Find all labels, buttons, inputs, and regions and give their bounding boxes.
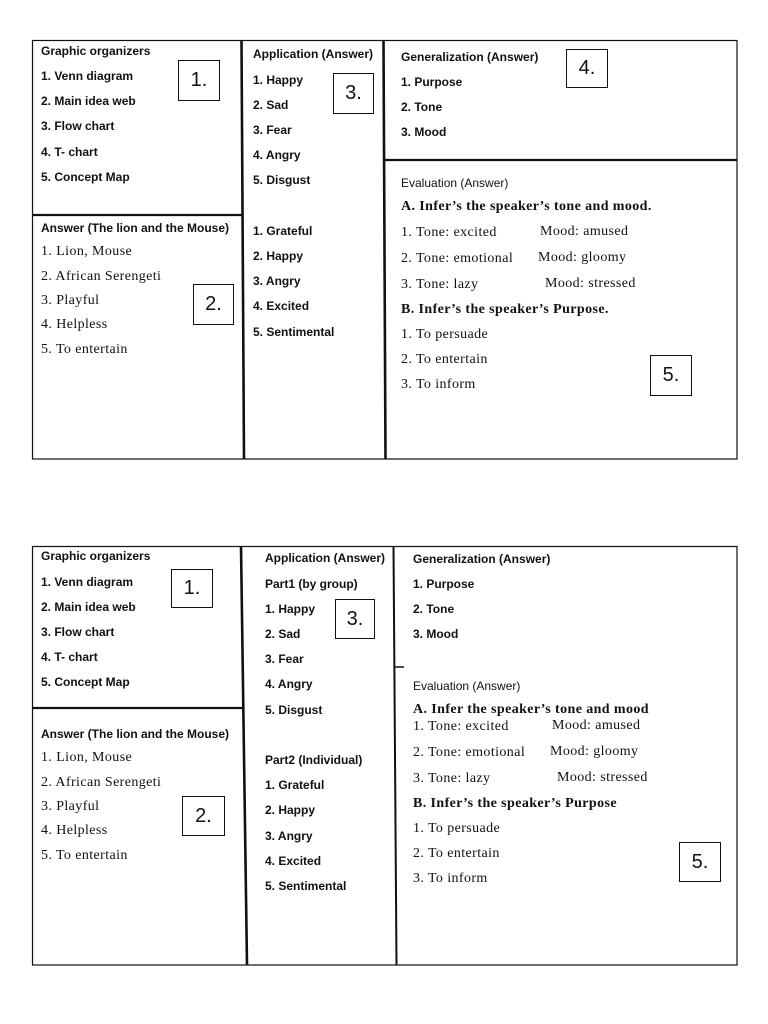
story-answer-item: 3. Playful bbox=[41, 293, 100, 309]
story-answer-item: 4. Helpless bbox=[41, 317, 108, 333]
graphic-organizers-item: 1. Venn diagram bbox=[41, 68, 134, 83]
application-item: 5. Disgust bbox=[253, 173, 311, 188]
mood-answer: Mood: amused bbox=[540, 224, 629, 240]
tone-mood-row bbox=[401, 246, 652, 272]
tone-mood-row bbox=[413, 765, 648, 791]
graphic-organizers-item: 3. Flow chart bbox=[41, 119, 115, 134]
evaluation-cell bbox=[413, 713, 648, 891]
generalization-item: 3. Mood bbox=[401, 124, 447, 139]
tone-mood-row bbox=[413, 713, 641, 739]
evaluation-title-block bbox=[413, 674, 520, 699]
story-answer-title: Answer (The lion and the Mouse) bbox=[41, 220, 230, 235]
generalization-item: 1. Purpose bbox=[413, 576, 475, 591]
purpose-answer: 1. To persuade bbox=[413, 820, 501, 836]
application-item: 3. Fear bbox=[253, 123, 292, 137]
generalization-item: 1. Purpose bbox=[401, 74, 463, 89]
mood-answer: Mood: stressed bbox=[557, 769, 648, 785]
evaluation-title: Evaluation (Answer) bbox=[413, 678, 521, 693]
graphic-organizers-item: 3. Flow chart bbox=[41, 625, 115, 639]
evaluation-title: Evaluation (Answer) bbox=[401, 175, 509, 190]
generalization-item: 2. Tone bbox=[401, 99, 443, 114]
application-item: 1. Happy bbox=[265, 601, 316, 616]
evaluation-part-a-heading: A. Infer the speaker’s tone and mood bbox=[413, 701, 649, 717]
generalization-item: 3. Mood bbox=[413, 626, 459, 641]
mood-answer: Mood: stressed bbox=[545, 276, 636, 292]
application-item: 3. Fear bbox=[265, 652, 304, 667]
tone-answer: 3. Tone: lazy bbox=[401, 277, 479, 293]
tone-mood-row bbox=[413, 739, 639, 765]
story-answer-item: 3. Playful bbox=[41, 799, 100, 815]
tone-answer: 1. Tone: excited bbox=[413, 718, 509, 734]
graphic-organizers-title: Graphic organizers bbox=[41, 549, 151, 564]
application-item: 1. Happy bbox=[253, 72, 304, 87]
purpose-answer: 3. To inform bbox=[401, 376, 476, 392]
column-divider bbox=[384, 40, 386, 459]
generalization-title: Generalization (Answer) bbox=[413, 551, 551, 566]
evaluation-cell bbox=[401, 171, 652, 398]
evaluation-part-b-heading: B. Infer’s the speaker’s Purpose bbox=[413, 795, 617, 811]
number-box: 1. bbox=[171, 569, 213, 608]
application-item: 2. Happy bbox=[253, 249, 304, 263]
number-box: 3. bbox=[335, 599, 375, 639]
graphic-organizers-item: 2. Main idea web bbox=[41, 94, 136, 109]
application-item: 5. Disgust bbox=[265, 702, 323, 717]
number-box: 2. bbox=[193, 284, 234, 325]
evaluation-part-b-heading: B. Infer’s the speaker’s Purpose. bbox=[401, 302, 609, 318]
application-part-2 bbox=[265, 748, 362, 899]
number-box: 5. bbox=[679, 842, 721, 882]
graphic-organizers-item: 2. Main idea web bbox=[41, 599, 136, 614]
application-part-label: Part1 (by group) bbox=[265, 576, 358, 591]
mood-answer: Mood: gloomy bbox=[538, 250, 627, 266]
generalization-cell bbox=[401, 45, 538, 145]
application-item: 3. Angry bbox=[265, 828, 313, 843]
graphic-organizers-item: 4. T- chart bbox=[41, 650, 98, 665]
purpose-answer: 2. To entertain bbox=[401, 351, 488, 367]
story-answer-item: 1. Lion, Mouse bbox=[41, 244, 133, 260]
graphic-organizers-item: 5. Concept Map bbox=[41, 169, 130, 184]
application-item: 5. Sentimental bbox=[265, 879, 347, 894]
story-answer-item: 5. To entertain bbox=[41, 847, 128, 863]
generalization-cell bbox=[413, 547, 550, 647]
story-answer-item: 5. To entertain bbox=[41, 341, 128, 357]
application-item: 5. Sentimental bbox=[253, 324, 335, 339]
story-answer-item: 2. African Serengeti bbox=[41, 268, 162, 284]
purpose-answer: 2. To entertain bbox=[413, 845, 500, 861]
number-box: 3. bbox=[333, 73, 374, 114]
application-item: 1. Grateful bbox=[253, 223, 313, 238]
application-part-label: Part2 (Individual) bbox=[265, 753, 363, 767]
story-answer-title: Answer (The lion and the Mouse) bbox=[41, 726, 230, 741]
application-item: 2. Sad bbox=[265, 627, 301, 641]
tone-answer: 3. Tone: lazy bbox=[413, 770, 491, 786]
graphic-organizers-cell bbox=[41, 39, 150, 191]
application-item: 4. Angry bbox=[253, 148, 301, 163]
application-item: 4. Excited bbox=[265, 853, 322, 868]
graphic-organizers-item: 5. Concept Map bbox=[41, 675, 130, 690]
application-title: Application (Answer) bbox=[253, 47, 374, 62]
mood-answer: Mood: amused bbox=[552, 717, 641, 733]
generalization-item: 2. Tone bbox=[413, 601, 455, 616]
application-item: 2. Sad bbox=[253, 97, 289, 112]
story-answer-item: 2. African Serengeti bbox=[41, 774, 162, 790]
story-answer-item: 1. Lion, Mouse bbox=[41, 750, 133, 766]
application-item: 1. Grateful bbox=[265, 778, 325, 793]
graphic-organizers-title: Graphic organizers bbox=[41, 43, 151, 58]
application-item: 4. Excited bbox=[253, 299, 310, 314]
number-box: 2. bbox=[182, 796, 225, 836]
tone-answer: 2. Tone: emotional bbox=[401, 251, 514, 267]
application-item: 3. Angry bbox=[253, 274, 301, 289]
application-title: Application (Answer) bbox=[265, 551, 386, 566]
application-item: 2. Happy bbox=[265, 803, 316, 818]
column-divider bbox=[394, 546, 397, 965]
mood-answer: Mood: gloomy bbox=[550, 743, 639, 759]
graphic-organizers-cell bbox=[41, 544, 150, 695]
tone-mood-row bbox=[401, 220, 652, 246]
purpose-answer: 3. To inform bbox=[413, 870, 488, 886]
generalization-title: Generalization (Answer) bbox=[401, 49, 539, 64]
story-answer-item: 4. Helpless bbox=[41, 823, 108, 839]
number-box: 1. bbox=[178, 60, 220, 101]
tone-mood-row bbox=[401, 272, 652, 298]
graphic-organizers-item: 4. T- chart bbox=[41, 144, 98, 159]
number-box: 4. bbox=[566, 49, 608, 88]
tone-answer: 1. Tone: excited bbox=[401, 225, 497, 241]
tone-answer: 2. Tone: emotional bbox=[413, 744, 526, 760]
column-divider bbox=[242, 40, 245, 459]
evaluation-part-a-heading: A. Infer’s the speaker’s tone and mood. bbox=[401, 199, 652, 215]
graphic-organizers-item: 1. Venn diagram bbox=[41, 574, 134, 589]
application-item: 4. Angry bbox=[265, 677, 313, 692]
application-set-2 bbox=[253, 219, 334, 345]
application-cell bbox=[253, 42, 373, 193]
purpose-answer: 1. To persuade bbox=[401, 326, 489, 342]
column-divider bbox=[241, 546, 247, 965]
number-box: 5. bbox=[650, 355, 692, 396]
